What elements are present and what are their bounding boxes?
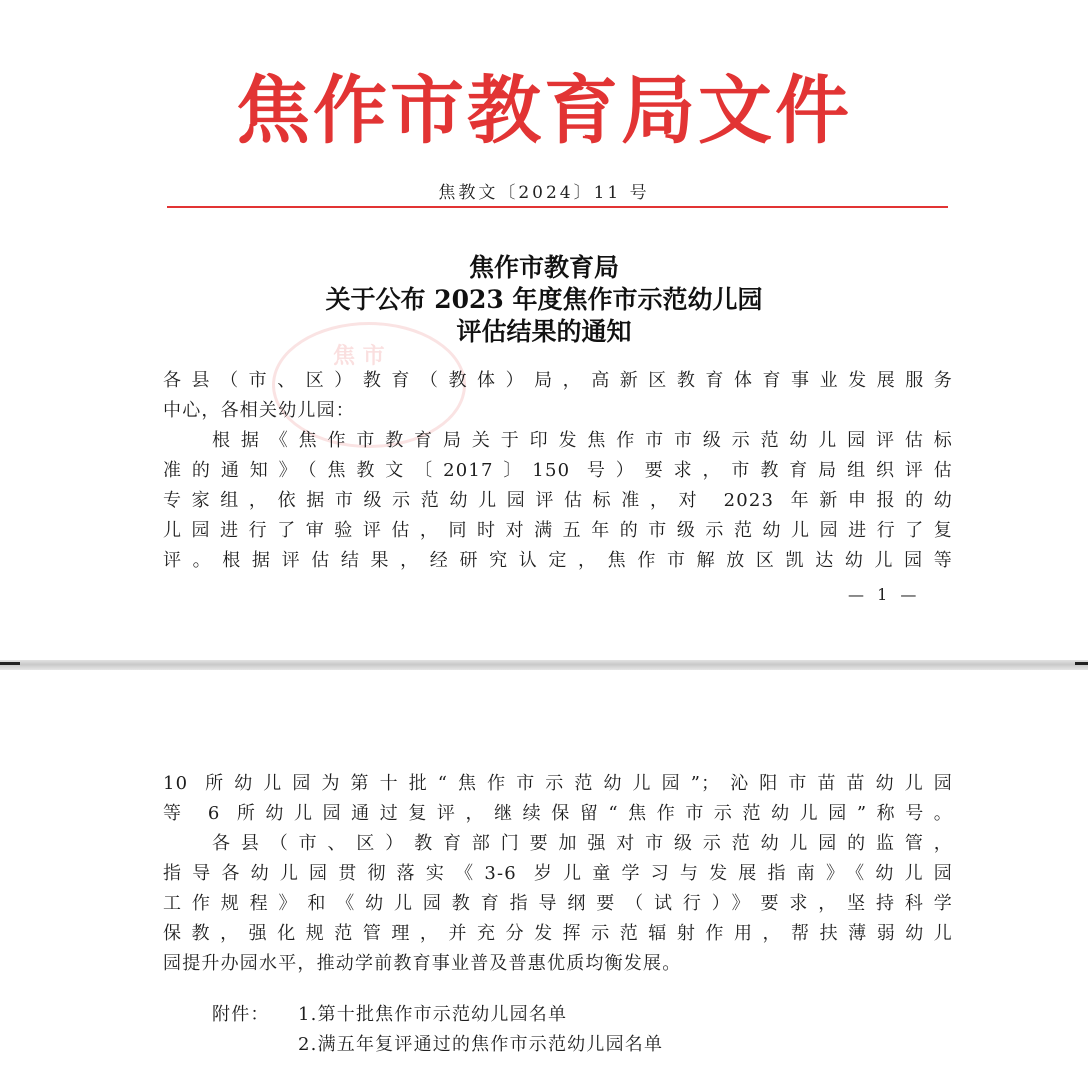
seal-text: 焦 市 <box>333 343 385 369</box>
attachment-item: 2.满五年复评通过的焦作市示范幼儿园名单 <box>298 1034 664 1055</box>
body-line: 园提升办园水平，推动学前教育事业普及普惠优质均衡发展。 <box>163 953 682 974</box>
page-number: — 1 — <box>848 585 921 604</box>
body-line: 儿园进行了审验评估，同时对满五年的市级示范幼儿园进行了复 <box>163 520 953 541</box>
attachment-item: 1.第十批焦作市示范幼儿园名单 <box>298 1004 568 1025</box>
body-line: 各县（市、区）教育部门要加强对市级示范幼儿园的监管， <box>212 833 953 854</box>
body-line: 各县（市、区）教育（教体）局，高新区教育体育事业发展服务 <box>163 370 953 391</box>
body-line: 专家组，依据市级示范幼儿园评估标准，对 2023 年新申报的幼 <box>163 490 953 511</box>
document-page-2 <box>0 670 1088 1086</box>
page-edge-mark <box>1075 662 1088 665</box>
notice-title-line-1: 焦作市教育局 <box>468 253 619 282</box>
body-line: 10 所幼儿园为第十批“焦作市示范幼儿园”；沁阳市苗苗幼儿园 <box>163 773 953 794</box>
body-line: 指导各幼儿园贯彻落实《3-6 岁儿童学习与发展指南》《幼儿园 <box>163 863 953 884</box>
document-header-title: 焦作市教育局文件 <box>236 68 852 154</box>
body-line: 保教，强化规范管理，并充分发挥示范辐射作用，帮扶薄弱幼儿 <box>163 923 953 944</box>
attachment-label: 附件： <box>212 1004 270 1025</box>
red-divider-line <box>167 206 948 208</box>
body-line: 中心，各相关幼儿园： <box>163 400 355 421</box>
body-line: 准的通知》（焦教文〔2017〕150 号）要求，市教育局组织评估 <box>163 460 953 481</box>
body-line: 工作规程》和《幼儿园教育指导纲要（试行）》要求，坚持科学 <box>163 893 953 914</box>
page-edge-mark <box>0 662 20 665</box>
body-line: 根据《焦作市教育局关于印发焦作市市级示范幼儿园评估标 <box>212 430 953 451</box>
document-number: 焦教文〔2024〕11 号 <box>438 183 650 203</box>
notice-title-line-3: 评估结果的通知 <box>456 317 632 346</box>
body-line: 评。根据评估结果，经研究认定，焦作市解放区凯达幼儿园等 <box>163 550 953 571</box>
notice-title-line-2: 关于公布 2023 年度焦作市示范幼儿园 <box>325 285 763 314</box>
page-separator <box>0 660 1088 670</box>
body-line: 等 6 所幼儿园通过复评，继续保留“焦作市示范幼儿园”称号。 <box>163 803 953 824</box>
